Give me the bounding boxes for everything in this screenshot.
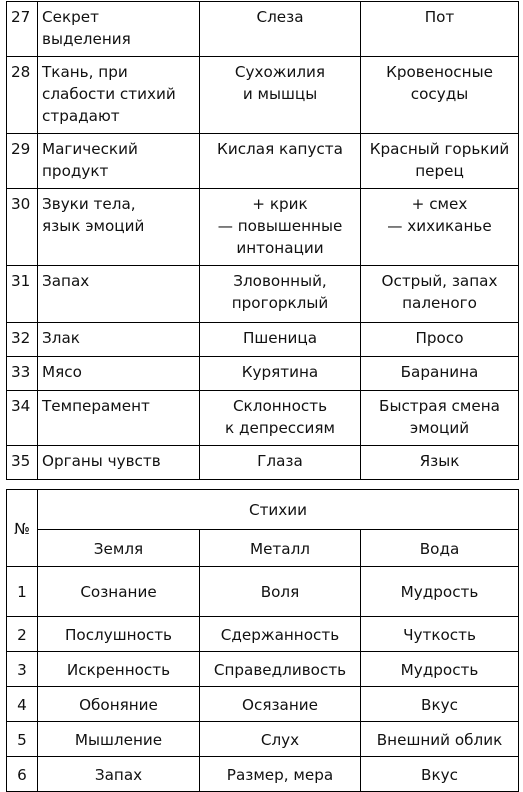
row-cell: Искренность (38, 652, 200, 687)
row-label: Запах (38, 266, 200, 323)
row-cell: Мышление (38, 722, 200, 757)
row-label: Ткань, при слабости стихий страдают (38, 57, 200, 134)
row-label: Мясо (38, 357, 200, 391)
column-header-earth: Земля (38, 530, 200, 567)
row-value-2: Быстрая смена эмоций (361, 391, 519, 446)
table-row (7, 617, 519, 652)
row-cell: Мудрость (361, 567, 519, 617)
elements-group-header: Стихии (38, 490, 519, 530)
row-value-2: Кровеносные сосуды (361, 57, 519, 134)
row-label: Злак (38, 323, 200, 357)
row-number: 35 (7, 446, 38, 480)
row-value-1: Слеза (200, 2, 361, 57)
row-value-1: Глаза (200, 446, 361, 480)
properties-table (6, 1, 519, 480)
row-cell: Мудрость (361, 652, 519, 687)
row-value-2: Острый, запах паленого (361, 266, 519, 323)
row-label: Звуки тела, язык эмоций (38, 189, 200, 266)
table-row (7, 687, 519, 722)
properties-table-body (7, 2, 519, 480)
row-value-1: Зловонный, прогорклый (200, 266, 361, 323)
row-number: 3 (7, 652, 38, 687)
elements-header-row (7, 490, 519, 530)
table-row (7, 357, 519, 391)
row-number: 1 (7, 567, 38, 617)
row-number: 2 (7, 617, 38, 652)
table-row (7, 391, 519, 446)
table-row (7, 652, 519, 687)
row-cell: Слух (200, 722, 361, 757)
row-number: 6 (7, 757, 38, 792)
row-value-1: + крик — повышенные интонации (200, 189, 361, 266)
row-cell: Вкус (361, 687, 519, 722)
row-value-1: Сухожилия и мышцы (200, 57, 361, 134)
row-cell: Осязание (200, 687, 361, 722)
row-cell: Чуткость (361, 617, 519, 652)
row-cell: Вкус (361, 757, 519, 792)
row-cell: Сознание (38, 567, 200, 617)
row-number: 31 (7, 266, 38, 323)
row-value-2: Баранина (361, 357, 519, 391)
row-label: Темперамент (38, 391, 200, 446)
element-columns-row (7, 530, 519, 567)
row-value-1: Кислая капуста (200, 134, 361, 189)
row-cell: Воля (200, 567, 361, 617)
row-value-1: Склонность к депрессиям (200, 391, 361, 446)
row-number: 34 (7, 391, 38, 446)
row-cell: Сдержанность (200, 617, 361, 652)
table-row (7, 2, 519, 57)
row-cell: Справедливость (200, 652, 361, 687)
row-cell: Обоняние (38, 687, 200, 722)
row-cell: Внешний облик (361, 722, 519, 757)
row-cell: Послушность (38, 617, 200, 652)
row-number: 29 (7, 134, 38, 189)
row-label: Магический продукт (38, 134, 200, 189)
row-label: Секрет выделения (38, 2, 200, 57)
table-row (7, 722, 519, 757)
row-value-2: Просо (361, 323, 519, 357)
row-cell: Запах (38, 757, 200, 792)
row-label: Органы чувств (38, 446, 200, 480)
row-value-2: + смех — хихиканье (361, 189, 519, 266)
row-value-2: Красный горький перец (361, 134, 519, 189)
row-number: 27 (7, 2, 38, 57)
elements-table-head (7, 490, 519, 567)
row-number: 28 (7, 57, 38, 134)
table-row (7, 57, 519, 134)
table-row (7, 757, 519, 792)
table-row (7, 567, 519, 617)
table-row (7, 323, 519, 357)
column-header-water: Вода (361, 530, 519, 567)
number-header: № (7, 490, 38, 567)
row-number: 33 (7, 357, 38, 391)
table-row (7, 266, 519, 323)
row-cell: Размер, мера (200, 757, 361, 792)
table-row (7, 134, 519, 189)
row-number: 4 (7, 687, 38, 722)
row-value-1: Пшеница (200, 323, 361, 357)
row-value-2: Язык (361, 446, 519, 480)
elements-table (6, 489, 519, 792)
row-number: 32 (7, 323, 38, 357)
row-number: 30 (7, 189, 38, 266)
row-number: 5 (7, 722, 38, 757)
table-row (7, 446, 519, 480)
row-value-2: Пот (361, 2, 519, 57)
elements-table-body (7, 567, 519, 792)
row-value-1: Курятина (200, 357, 361, 391)
table-row (7, 189, 519, 266)
column-header-metal: Металл (200, 530, 361, 567)
